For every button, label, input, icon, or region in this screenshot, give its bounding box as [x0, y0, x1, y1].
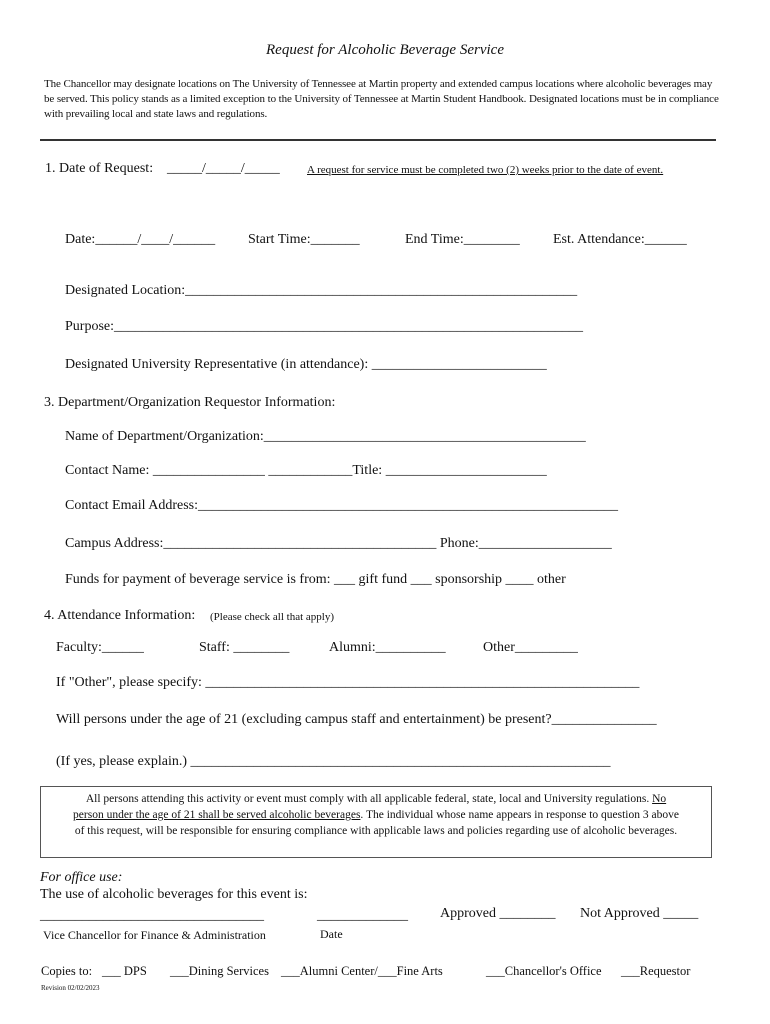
signature-line[interactable]: ________________________________ [40, 908, 264, 923]
contact-email-field[interactable]: Contact Email Address:____________________________________________________________ [65, 498, 618, 513]
office-date-label: Date [320, 927, 343, 941]
copy-chancellors-office[interactable]: ___Chancellor's Office [486, 964, 602, 978]
campus-address-field[interactable]: Campus Address:_______________________________________ Phone:___________________ [65, 536, 612, 551]
compliance-notice [40, 786, 712, 858]
copy-dining-services[interactable]: ___Dining Services [170, 964, 269, 978]
office-date-line[interactable]: _____________ [317, 908, 408, 923]
approved-field[interactable]: Approved ________ [440, 906, 556, 921]
not-approved-field[interactable]: Not Approved _____ [580, 906, 699, 921]
date-of-request-field[interactable]: _____/_____/_____ [167, 161, 280, 176]
copies-label: Copies to: [41, 964, 93, 978]
contact-name-field[interactable]: Contact Name: ________________ ____________Title: _______________________ [65, 463, 547, 478]
explain-field[interactable]: (If yes, please explain.) ____________________________________________________________ [56, 754, 611, 769]
section4-hint: (Please check all that apply) [210, 611, 335, 623]
office-use-heading: For office use: [40, 870, 123, 885]
department-field[interactable]: Name of Department/Organization:______________________________________________ [65, 429, 586, 444]
section4-label: 4. Attendance Information: [44, 608, 196, 623]
attendance-field[interactable]: Est. Attendance:______ [553, 232, 687, 247]
copy-alumni-fine-arts[interactable]: ___Alumni Center/___Fine Arts [281, 964, 443, 978]
header-divider [40, 139, 716, 141]
alumni-field[interactable]: Alumni:__________ [329, 640, 446, 655]
copy-requestor[interactable]: ___Requestor [621, 964, 691, 978]
representative-field[interactable]: Designated University Representative (in attendance): _________________________ [65, 357, 547, 372]
faculty-field[interactable]: Faculty:______ [56, 640, 144, 655]
date-of-request-label: 1. Date of Request: [45, 161, 154, 176]
notice-text-2: . The individual whose name appears in response to question 3 above of this request, will be responsible for ensuring compliance with applicable laws and policies regarding use of alcoholic beverages. [74, 809, 679, 837]
staff-field[interactable]: Staff: ________ [199, 640, 290, 655]
notice-text-1: All persons attending this activity or event must comply with all applicable federal, state, local and University regulations. [85, 793, 650, 805]
purpose-field[interactable]: Purpose:___________________________________________________________________ [65, 319, 583, 334]
other-field[interactable]: Other_________ [483, 640, 578, 655]
revision-date: Revision 02/02/2023 [41, 984, 100, 992]
copy-dps[interactable]: ___ DPS [102, 964, 147, 978]
form-title: Request for Alcoholic Beverage Service [266, 42, 504, 58]
end-time-field[interactable]: End Time:________ [405, 232, 520, 247]
location-field[interactable]: Designated Location:________________________________________________________ [65, 283, 578, 298]
two-week-notice: A request for service must be completed two (2) weeks prior to the date of event. [307, 164, 664, 176]
notice-underlined: No person under the age of 21 shall be served alcoholic beverages [73, 793, 667, 821]
start-time-field[interactable]: Start Time:_______ [248, 232, 360, 247]
other-specify-field[interactable]: If "Other", please specify: ______________________________________________________________ [56, 675, 640, 690]
section3-label: 3. Department/Organization Requestor Information: [44, 395, 336, 410]
intro-paragraph: The Chancellor may designate locations on The University of Tennessee at Martin property and extended campus locations where alcoholic beverages may be served. This policy stands as a limited exception to the University of Tennessee at Martin Student Handbook. Designated locations must be in compliance with prevailing local and state laws and regulations. [44, 78, 719, 120]
under-21-field[interactable]: Will persons under the age of 21 (excluding campus staff and entertainment) be present?_______________ [56, 712, 657, 727]
event-date-field[interactable]: Date:______/____/______ [65, 232, 216, 247]
funds-source-field[interactable]: Funds for payment of beverage service is from: ___ gift fund ___ sponsorship ____ other [65, 572, 566, 587]
vice-chancellor-label: Vice Chancellor for Finance & Administration [43, 928, 266, 942]
office-statement: The use of alcoholic beverages for this event is: [40, 887, 308, 902]
